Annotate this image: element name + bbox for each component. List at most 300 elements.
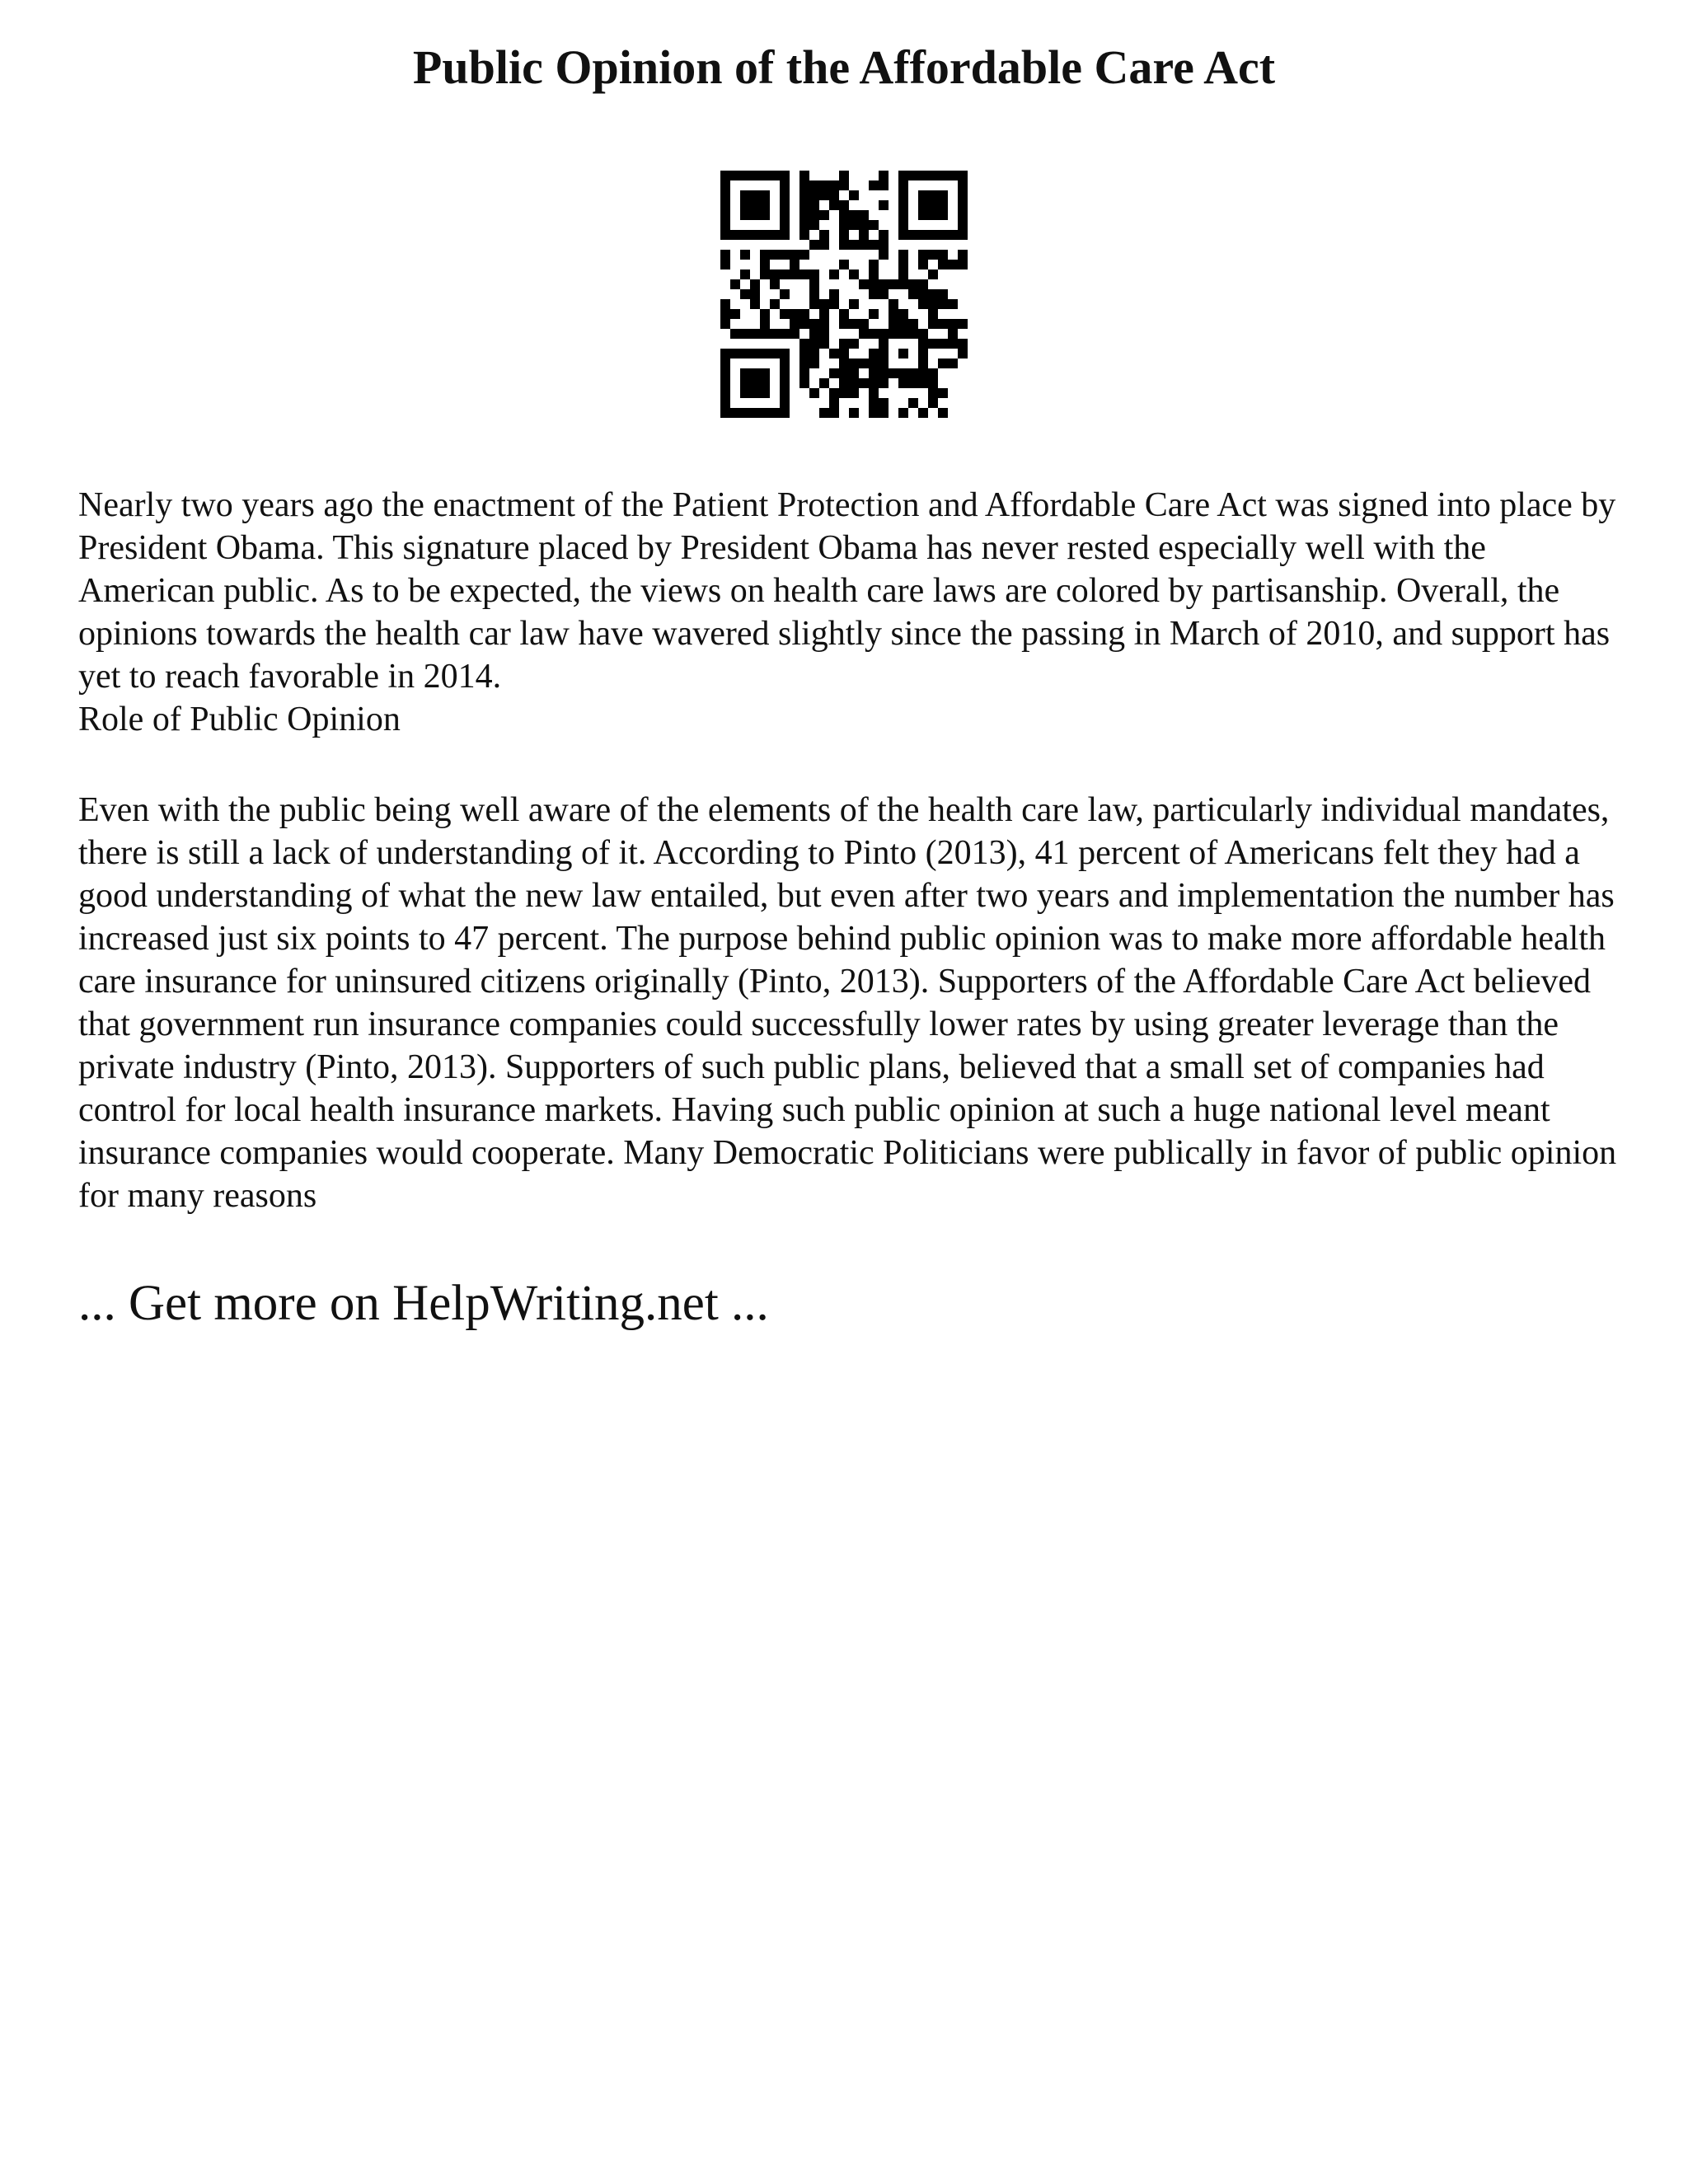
- qr-module: [839, 260, 849, 269]
- qr-module: [948, 319, 958, 329]
- qr-module: [869, 240, 879, 250]
- qr-module: [760, 190, 770, 200]
- qr-module: [730, 309, 740, 319]
- qr-module: [889, 329, 898, 339]
- qr-module: [849, 378, 859, 388]
- qr-module: [799, 190, 809, 200]
- qr-module: [869, 309, 879, 319]
- qr-module: [948, 329, 958, 339]
- qr-module: [799, 230, 809, 240]
- qr-module: [938, 260, 948, 269]
- qr-module: [720, 180, 730, 190]
- qr-module: [809, 180, 819, 190]
- qr-module: [879, 279, 889, 289]
- qr-module: [889, 319, 898, 329]
- qr-module: [799, 319, 809, 329]
- qr-module: [859, 210, 869, 220]
- qr-module: [760, 171, 770, 180]
- qr-module: [869, 378, 879, 388]
- qr-module: [839, 210, 849, 220]
- qr-module: [740, 289, 750, 299]
- qr-module: [918, 368, 928, 378]
- qr-module: [750, 210, 760, 220]
- qr-module: [780, 171, 790, 180]
- qr-module: [809, 289, 819, 299]
- qr-module: [760, 309, 770, 319]
- qr-module: [898, 319, 908, 329]
- qr-module: [869, 408, 879, 418]
- qr-module: [948, 299, 958, 309]
- qr-module: [780, 368, 790, 378]
- qr-module: [849, 339, 859, 349]
- qr-module: [839, 180, 849, 190]
- qr-module: [720, 408, 730, 418]
- qr-module: [740, 368, 750, 378]
- qr-module: [760, 200, 770, 210]
- qr-module: [809, 210, 819, 220]
- qr-module: [889, 279, 898, 289]
- qr-module: [938, 299, 948, 309]
- qr-module: [829, 180, 839, 190]
- qr-module: [839, 349, 849, 359]
- qr-module: [780, 329, 790, 339]
- qr-module: [849, 220, 859, 230]
- qr-module: [839, 220, 849, 230]
- qr-module: [760, 260, 770, 269]
- qr-module: [859, 279, 869, 289]
- qr-module: [938, 230, 948, 240]
- qr-module: [809, 190, 819, 200]
- qr-module: [918, 200, 928, 210]
- qr-code-icon: [720, 171, 968, 418]
- qr-module: [898, 309, 908, 319]
- qr-module: [879, 289, 889, 299]
- qr-module: [938, 190, 948, 200]
- qr-module: [819, 190, 829, 200]
- qr-module: [770, 230, 780, 240]
- qr-module: [799, 210, 809, 220]
- qr-module: [780, 250, 790, 260]
- qr-module: [799, 378, 809, 388]
- qr-module: [928, 210, 938, 220]
- qr-module: [928, 171, 938, 180]
- qr-module: [918, 210, 928, 220]
- qr-module: [760, 378, 770, 388]
- qr-module: [819, 378, 829, 388]
- qr-module: [809, 319, 819, 329]
- get-more-link[interactable]: ... Get more on HelpWriting.net ...: [78, 1276, 769, 1331]
- qr-module: [958, 339, 968, 349]
- qr-module: [879, 230, 889, 240]
- qr-module: [839, 200, 849, 210]
- qr-module: [849, 319, 859, 329]
- qr-module: [898, 279, 908, 289]
- qr-module: [879, 171, 889, 180]
- qr-module: [839, 339, 849, 349]
- qr-module: [948, 339, 958, 349]
- qr-module: [809, 349, 819, 359]
- qr-module: [869, 289, 879, 299]
- qr-module: [770, 250, 780, 260]
- qr-module: [958, 190, 968, 200]
- qr-module: [780, 230, 790, 240]
- qr-module: [869, 180, 879, 190]
- qr-module: [839, 378, 849, 388]
- qr-module: [938, 200, 948, 210]
- qr-module: [849, 190, 859, 200]
- qr-module: [809, 279, 819, 289]
- qr-module: [918, 359, 928, 368]
- qr-module: [809, 329, 819, 339]
- qr-module: [799, 171, 809, 180]
- qr-module: [938, 171, 948, 180]
- qr-module: [918, 329, 928, 339]
- qr-module: [829, 289, 839, 299]
- qr-module: [948, 359, 958, 368]
- qr-module: [958, 349, 968, 359]
- qr-module: [879, 250, 889, 260]
- qr-module: [918, 408, 928, 418]
- qr-module: [859, 319, 869, 329]
- qr-module: [898, 368, 908, 378]
- qr-module: [720, 260, 730, 269]
- qr-module: [869, 269, 879, 279]
- qr-module: [829, 368, 839, 378]
- qr-module: [750, 171, 760, 180]
- qr-module: [819, 180, 829, 190]
- qr-module: [750, 329, 760, 339]
- qr-module: [958, 200, 968, 210]
- qr-module: [760, 408, 770, 418]
- qr-module: [879, 398, 889, 408]
- qr-module: [740, 190, 750, 200]
- qr-module: [780, 359, 790, 368]
- qr-module: [740, 388, 750, 398]
- qr-module: [879, 180, 889, 190]
- qr-module: [819, 408, 829, 418]
- qr-module: [898, 260, 908, 269]
- qr-module: [790, 329, 799, 339]
- qr-module: [898, 230, 908, 240]
- qr-module: [849, 240, 859, 250]
- qr-module: [809, 388, 819, 398]
- qr-module: [809, 269, 819, 279]
- qr-module: [819, 319, 829, 329]
- qr-module: [720, 200, 730, 210]
- qr-module: [879, 378, 889, 388]
- qr-module: [720, 171, 730, 180]
- qr-module: [958, 180, 968, 190]
- qr-module: [740, 349, 750, 359]
- qr-module: [879, 200, 889, 210]
- qr-module: [770, 279, 780, 289]
- qr-module: [938, 210, 948, 220]
- qr-module: [720, 398, 730, 408]
- qr-module: [898, 210, 908, 220]
- qr-module: [849, 408, 859, 418]
- qr-module: [819, 309, 829, 319]
- qr-module: [928, 269, 938, 279]
- qr-module: [879, 240, 889, 250]
- qr-module: [879, 329, 889, 339]
- qr-module: [760, 319, 770, 329]
- qr-module: [839, 388, 849, 398]
- qr-module: [918, 230, 928, 240]
- qr-module: [750, 349, 760, 359]
- qr-module: [799, 339, 809, 349]
- qr-module: [928, 230, 938, 240]
- qr-module: [780, 190, 790, 200]
- document-title: Public Opinion of the Affordable Care Act: [412, 40, 1276, 94]
- qr-module: [740, 230, 750, 240]
- qr-module: [780, 349, 790, 359]
- qr-module: [908, 279, 918, 289]
- qr-module: [720, 250, 730, 260]
- qr-module: [918, 260, 928, 269]
- qr-module: [780, 408, 790, 418]
- qr-module: [938, 319, 948, 329]
- qr-module: [839, 368, 849, 378]
- qr-module: [908, 368, 918, 378]
- qr-module: [809, 220, 819, 230]
- qr-module: [918, 349, 928, 359]
- qr-module: [780, 180, 790, 190]
- qr-module: [780, 200, 790, 210]
- qr-module: [839, 230, 849, 240]
- qr-module: [819, 230, 829, 240]
- qr-module: [799, 368, 809, 378]
- qr-module: [829, 408, 839, 418]
- body-paragraph: Even with the public being well aware of the elements of the health care law, particularly individual mandates, there is still a lack of understanding of it. According to Pinto (2013), 41 percent of Americans felt they had a good understanding of what the new law entailed, but even after two years and implementation the number has increased just six points to 47 percent. The purpose behind public opinion was to make more affordable health care insurance for uninsured citizens originally (Pinto, 2013). Supporters of the Affordable Care Act believed that government run insurance companies could successfully lower rates by using greater leverage than the private industry (Pinto, 2013). Supporters of such public plans, believed that a small set of companies had control for local health insurance markets. Having such public opinion at such a huge national level meant insurance companies would cooperate. Many Democratic Politicians were publically in favor of public opinion for many reasons: [78, 791, 1617, 1215]
- qr-module: [819, 299, 829, 309]
- qr-module: [938, 289, 948, 299]
- qr-module: [799, 220, 809, 230]
- qr-module: [790, 250, 799, 260]
- qr-module: [938, 339, 948, 349]
- qr-module: [898, 250, 908, 260]
- qr-module: [819, 240, 829, 250]
- qr-module: [839, 240, 849, 250]
- qr-module: [918, 171, 928, 180]
- qr-module: [829, 299, 839, 309]
- qr-module: [948, 260, 958, 269]
- intro-paragraph: Nearly two years ago the enactment of the Patient Protection and Affordable Care Act was signed into place by President Obama. This signature placed by President Obama has never rested especially well with the American public. As to be expected, the views on health care laws are colored by partisanship. Overall, the opinions towards the health car law have wavered slightly since the passing in March of 2010, and support has yet to reach favorable in 2014.: [78, 486, 1616, 696]
- qr-module: [770, 171, 780, 180]
- qr-module: [859, 240, 869, 250]
- qr-module: [958, 319, 968, 329]
- qr-module: [750, 279, 760, 289]
- qr-module: [928, 319, 938, 329]
- qr-module: [829, 269, 839, 279]
- qr-module: [780, 388, 790, 398]
- qr-code-graphic: [720, 171, 968, 418]
- qr-module: [898, 269, 908, 279]
- qr-module: [740, 329, 750, 339]
- qr-module: [720, 378, 730, 388]
- qr-module: [799, 250, 809, 260]
- qr-module: [809, 339, 819, 349]
- qr-module: [908, 398, 918, 408]
- qr-module: [849, 368, 859, 378]
- qr-module: [918, 250, 928, 260]
- qr-module: [720, 368, 730, 378]
- qr-module: [958, 210, 968, 220]
- qr-module: [958, 260, 968, 269]
- qr-module: [780, 269, 790, 279]
- qr-module: [819, 339, 829, 349]
- qr-module: [799, 359, 809, 368]
- qr-module: [849, 210, 859, 220]
- qr-module: [799, 269, 809, 279]
- qr-module: [898, 200, 908, 210]
- qr-module: [730, 349, 740, 359]
- qr-module: [928, 398, 938, 408]
- qr-module: [780, 378, 790, 388]
- qr-module: [958, 220, 968, 230]
- qr-module: [928, 289, 938, 299]
- qr-module: [780, 309, 790, 319]
- qr-module: [938, 359, 948, 368]
- qr-module: [908, 230, 918, 240]
- qr-module: [760, 269, 770, 279]
- qr-module: [829, 349, 839, 359]
- qr-module: [879, 368, 889, 378]
- qr-module: [869, 220, 879, 230]
- qr-module: [770, 349, 780, 359]
- qr-module: [918, 299, 928, 309]
- qr-module: [809, 359, 819, 368]
- qr-module: [760, 210, 770, 220]
- qr-module: [809, 299, 819, 309]
- qr-module: [799, 309, 809, 319]
- qr-module: [829, 190, 839, 200]
- qr-module: [760, 230, 770, 240]
- qr-module: [928, 200, 938, 210]
- qr-module: [750, 378, 760, 388]
- qr-module: [869, 260, 879, 269]
- qr-module: [948, 171, 958, 180]
- qr-module: [908, 378, 918, 388]
- qr-module: [720, 309, 730, 319]
- qr-module: [849, 388, 859, 398]
- qr-module: [740, 210, 750, 220]
- qr-module: [859, 230, 869, 240]
- qr-module: [908, 171, 918, 180]
- qr-module: [720, 319, 730, 329]
- qr-module: [790, 309, 799, 319]
- qr-module: [730, 279, 740, 289]
- qr-module: [799, 180, 809, 190]
- qr-module: [859, 359, 869, 368]
- qr-module: [760, 349, 770, 359]
- qr-module: [869, 349, 879, 359]
- qr-module: [898, 329, 908, 339]
- qr-module: [928, 190, 938, 200]
- qr-module: [869, 329, 879, 339]
- qr-module: [928, 299, 938, 309]
- qr-module: [760, 250, 770, 260]
- qr-module: [849, 299, 859, 309]
- qr-module: [740, 408, 750, 418]
- qr-module: [780, 210, 790, 220]
- qr-module: [720, 299, 730, 309]
- qr-module: [958, 171, 968, 180]
- qr-module: [760, 368, 770, 378]
- qr-module: [869, 388, 879, 398]
- qr-module: [918, 279, 928, 289]
- qr-module: [829, 398, 839, 408]
- qr-module: [790, 319, 799, 329]
- qr-module: [879, 339, 889, 349]
- qr-module: [898, 190, 908, 200]
- qr-module: [730, 230, 740, 240]
- qr-module: [819, 329, 829, 339]
- qr-module: [898, 171, 908, 180]
- qr-module: [898, 378, 908, 388]
- qr-module: [720, 349, 730, 359]
- qr-module: [928, 250, 938, 260]
- qr-module: [750, 289, 760, 299]
- qr-module: [938, 388, 948, 398]
- qr-module: [918, 190, 928, 200]
- qr-module: [720, 220, 730, 230]
- qr-module: [918, 339, 928, 349]
- qr-module: [928, 388, 938, 398]
- qr-module: [879, 408, 889, 418]
- qr-module: [869, 279, 879, 289]
- qr-module: [750, 408, 760, 418]
- qr-module: [928, 339, 938, 349]
- qr-module: [799, 200, 809, 210]
- qr-module: [948, 230, 958, 240]
- qr-module: [908, 329, 918, 339]
- qr-module: [780, 220, 790, 230]
- qr-module: [790, 260, 799, 269]
- qr-module: [829, 200, 839, 210]
- qr-module: [760, 388, 770, 398]
- qr-module: [859, 378, 869, 388]
- qr-module: [760, 329, 770, 339]
- qr-module: [938, 408, 948, 418]
- qr-module: [869, 398, 879, 408]
- qr-module: [839, 359, 849, 368]
- qr-module: [859, 329, 869, 339]
- qr-module: [849, 269, 859, 279]
- qr-module: [740, 200, 750, 210]
- qr-module: [958, 250, 968, 260]
- qr-module: [889, 299, 898, 309]
- qr-module: [938, 250, 948, 260]
- qr-module: [809, 240, 819, 250]
- section-heading: Role of Public Opinion: [78, 701, 401, 738]
- qr-module: [720, 190, 730, 200]
- qr-module: [730, 171, 740, 180]
- qr-module: [859, 220, 869, 230]
- qr-module: [740, 250, 750, 260]
- qr-module: [730, 329, 740, 339]
- qr-module: [879, 359, 889, 368]
- qr-module: [819, 210, 829, 220]
- qr-module: [908, 319, 918, 329]
- qr-module: [829, 388, 839, 398]
- qr-module: [889, 368, 898, 378]
- qr-module: [898, 349, 908, 359]
- qr-module: [790, 269, 799, 279]
- qr-module: [928, 378, 938, 388]
- qr-module: [770, 329, 780, 339]
- qr-module: [750, 368, 760, 378]
- qr-module: [770, 408, 780, 418]
